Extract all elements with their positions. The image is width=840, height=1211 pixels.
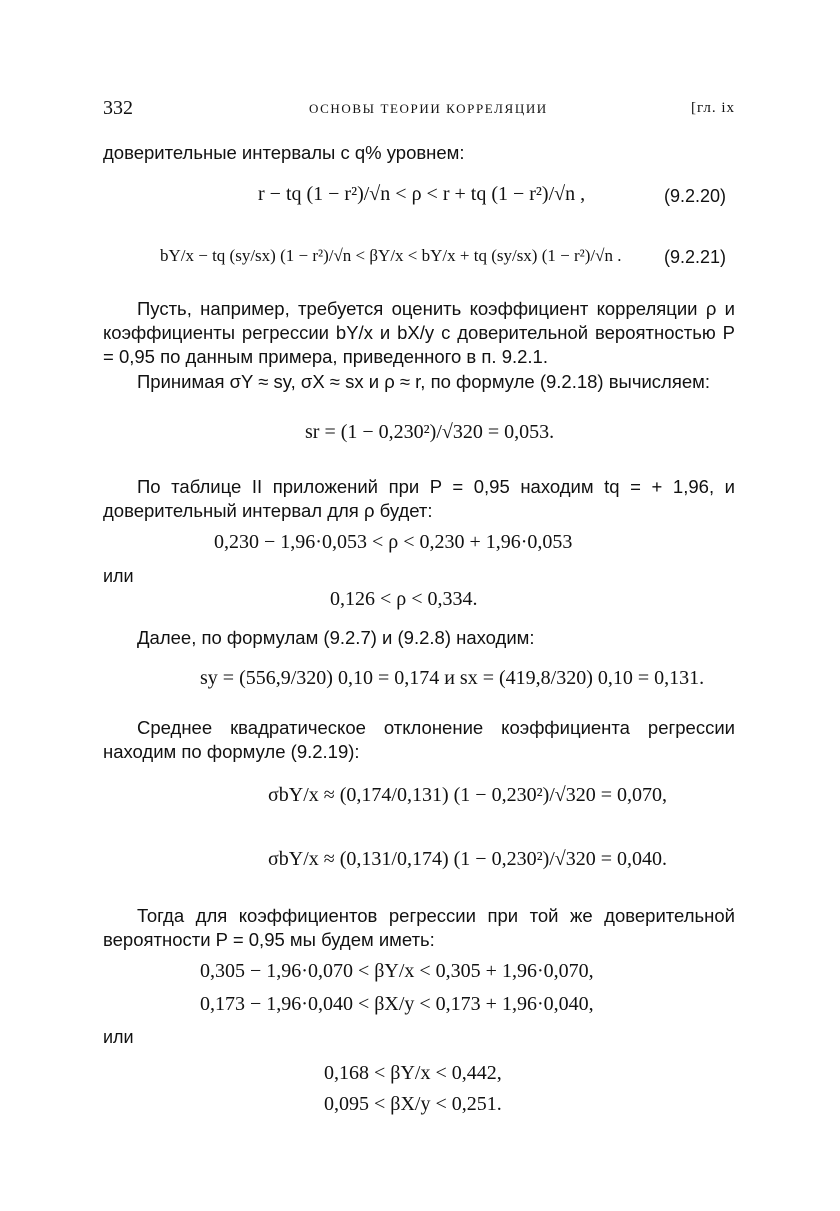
equation-9-2-20: r − tq (1 − r²)/√n < ρ < r + tq (1 − r²)/√n , xyxy=(258,183,586,205)
paragraph-deviation: Среднее квадратическое отклонение коэффициента регрессии находим по формуле (9.2.19): xyxy=(103,717,735,762)
paragraph-intro: доверительные интервалы с q% уровнем: xyxy=(103,142,465,163)
equation-rho-interval: 0,230 − 1,96·0,053 < ρ < 0,230 + 1,96·0,053 xyxy=(214,531,573,553)
running-title: ОСНОВЫ ТЕОРИИ КОРРЕЛЯЦИИ xyxy=(309,101,548,116)
equation-beta-xy-result: 0,095 < βX/y < 0,251. xyxy=(324,1093,502,1115)
equation-number-9-2-20: (9.2.20) xyxy=(664,186,727,206)
equation-sr: sr = (1 − 0,230²)/√320 = 0,053. xyxy=(305,421,555,443)
page-header xyxy=(103,97,743,123)
paragraph-then: Тогда для коэффициентов регрессии при той же доверительной вероятности P = 0,95 мы будем иметь: xyxy=(103,905,735,950)
equation-beta-yx-result: 0,168 < βY/x < 0,442, xyxy=(324,1062,502,1084)
equation-sigma-b-yx: σbY/x ≈ (0,174/0,131) (1 − 0,230²)/√320 = 0,070, xyxy=(268,784,668,806)
word-or-2: или xyxy=(103,1027,134,1047)
paragraph-further: Далее, по формулам (9.2.7) и (9.2.8) находим: xyxy=(137,627,535,648)
chapter-label: [гл. ix xyxy=(690,100,735,116)
equation-9-2-21: bY/x − tq (sy/sx) (1 − r²)/√n < βY/x < bY/x + tq (sy/sx) (1 − r²)/√n . xyxy=(160,246,622,265)
paragraph-task: Пусть, например, требуется оценить коэффициент корреляции ρ и коэффициенты регрессии bY/x и bX/y с доверительной вероятностью P = 0,95 по данным примера, приведенного в п. 9.2.1. xyxy=(103,298,735,367)
paragraph-assume: Принимая σY ≈ sy, σX ≈ sx и ρ ≈ r, по формуле (9.2.18) вычисляем: xyxy=(137,371,711,392)
equation-beta-yx-interval: 0,305 − 1,96·0,070 < βY/x < 0,305 + 1,96·0,070, xyxy=(200,960,594,982)
paragraph-table: По таблице II приложений при P = 0,95 находим tq = + 1,96, и доверительный интервал для ρ будет: xyxy=(103,476,735,521)
equation-sigma-b-xy: σbY/x ≈ (0,131/0,174) (1 − 0,230²)/√320 = 0,040. xyxy=(268,848,668,870)
word-or-1: или xyxy=(103,566,134,586)
page-number: 332 xyxy=(103,97,133,119)
equation-number-9-2-21: (9.2.21) xyxy=(664,247,727,267)
equation-beta-xy-interval: 0,173 − 1,96·0,040 < βX/y < 0,173 + 1,96·0,040, xyxy=(200,993,594,1015)
equation-rho-result: 0,126 < ρ < 0,334. xyxy=(330,588,478,610)
equation-sy-sx: sy = (556,9/320) 0,10 = 0,174 и sx = (419,8/320) 0,10 = 0,131. xyxy=(200,667,705,689)
